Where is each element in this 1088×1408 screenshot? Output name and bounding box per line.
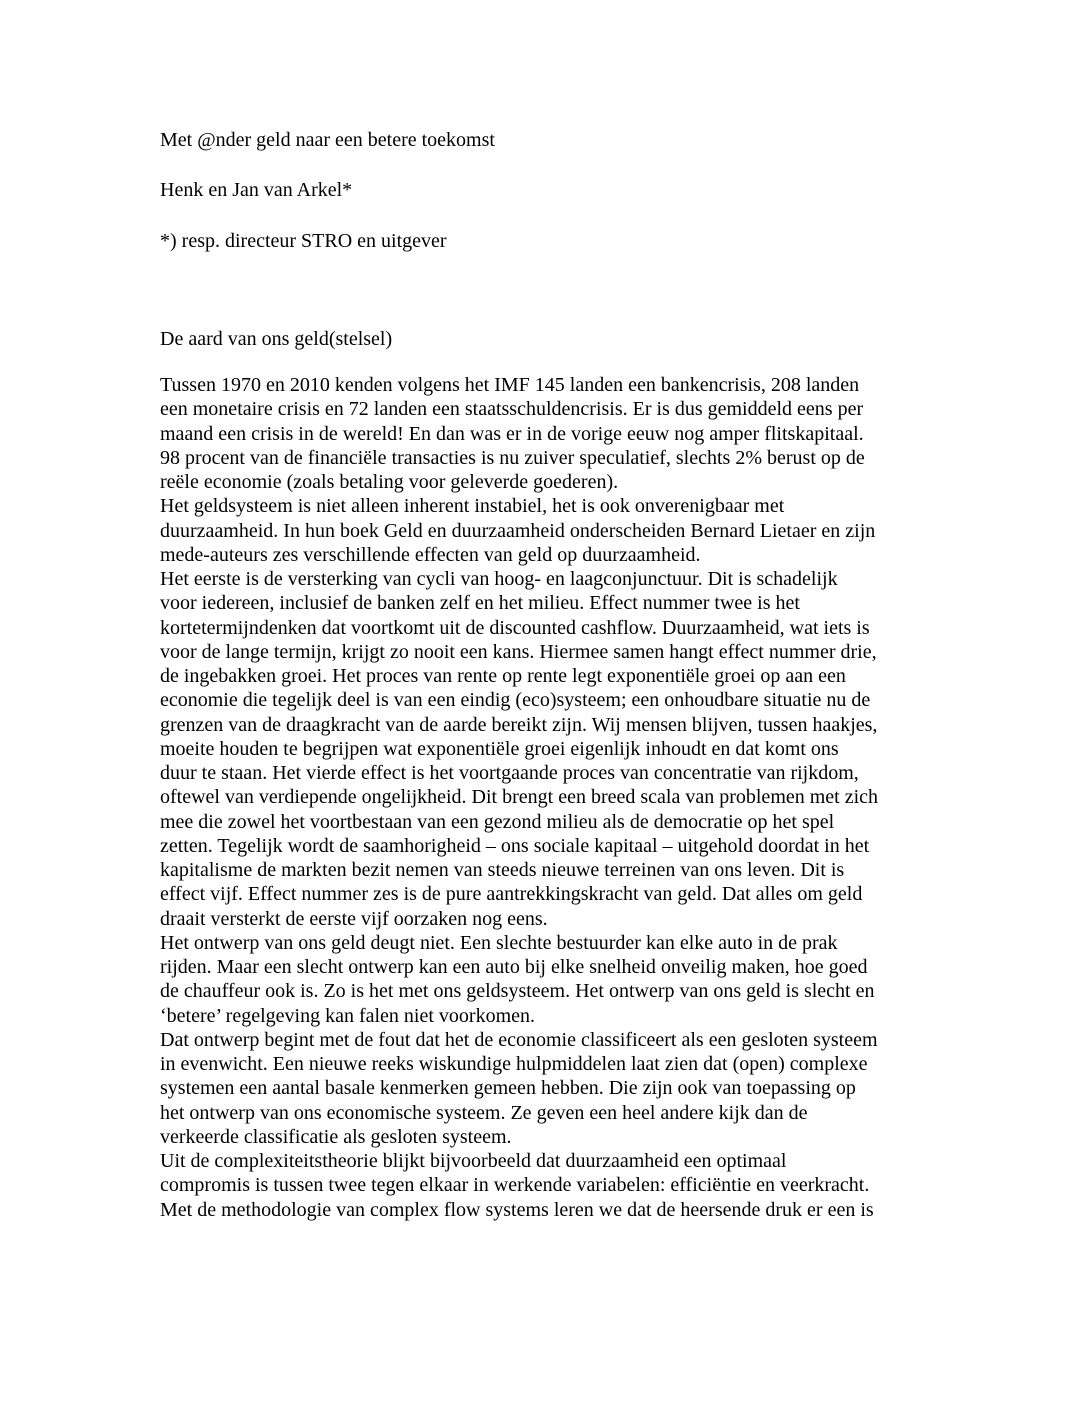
body-line: duurzaamheid. In hun boek Geld en duurzaamheid onderscheiden Bernard Lietaer en zijn xyxy=(160,519,876,542)
body-line: 98 procent van de financiële transacties is nu zuiver speculatief, slechts 2% berust op de xyxy=(160,446,865,469)
body-line: mee die zowel het voortbestaan van een gezond milieu als de democratie op het spel xyxy=(160,810,835,833)
body-line: de ingebakken groei. Het proces van rente op rente legt exponentiële groei op aan een xyxy=(160,665,846,687)
body-line: Met de methodologie van complex flow systems leren we dat de heersende druk er een is xyxy=(160,1198,874,1221)
body-line: Het ontwerp van ons geld deugt niet. Een slechte bestuurder kan elke auto in de prak xyxy=(160,931,838,954)
document-authors: Henk en Jan van Arkel* xyxy=(160,179,353,201)
section-heading: De aard van ons geld(stelsel) xyxy=(160,328,393,350)
body-line: mede-auteurs zes verschillende effecten van geld op duurzaamheid. xyxy=(160,543,701,566)
body-line: voor iedereen, inclusief de banken zelf en het milieu. Effect nummer twee is het xyxy=(160,592,800,615)
body-line: Dat ontwerp begint met de fout dat het de economie classificeert als een gesloten systeem xyxy=(160,1028,878,1051)
body-line: oftewel van verdiepende ongelijkheid. Dit brengt een breed scala van problemen met zich xyxy=(160,786,879,809)
body-line: zetten. Tegelijk wordt de saamhorigheid – ons sociale kapitaal – uitgehold doordat in het xyxy=(160,834,870,857)
body-line: effect vijf. Effect nummer zes is de pure aantrekkingskracht van geld. Dat alles om geld xyxy=(160,883,863,906)
body-line: maand een crisis in de wereld! En dan was er in de vorige eeuw nog amper flitskapitaal. xyxy=(160,422,864,445)
body-line: verkeerde classificatie als gesloten systeem. xyxy=(160,1125,512,1148)
body-line: kapitalisme de markten bezit nemen van steeds nieuwe terreinen van ons leven. Dit is xyxy=(160,859,845,881)
body-line: een monetaire crisis en 72 landen een staatsschuldencrisis. Er is dus gemiddeld eens per xyxy=(160,398,864,421)
body-line: reële economie (zoals betaling voor geleverde goederen). xyxy=(160,471,619,493)
body-line: systemen een aantal basale kenmerken gemeen hebben. Die zijn ook van toepassing op xyxy=(160,1077,856,1100)
body-line: kortetermijndenken dat voortkomt uit de discounted cashflow. Duurzaamheid, wat iets is xyxy=(160,616,870,639)
body-line: compromis is tussen twee tegen elkaar in werkende variabelen: efficiëntie en veerkracht. xyxy=(160,1174,870,1197)
author-footnote: *) resp. directeur STRO en uitgever xyxy=(160,230,447,252)
body-line: Het eerste is de versterking van cycli van hoog- en laagconjunctuur. Dit is schadelijk xyxy=(160,568,838,590)
body-line: economie die tegelijk deel is van een eindig (eco)systeem; een onhoudbare situatie nu de xyxy=(160,689,871,712)
body-text xyxy=(160,373,940,1222)
body-line: moeite houden te begrijpen wat exponentiële groei eigenlijk inhoudt en dat komt ons xyxy=(160,737,839,760)
body-line: Tussen 1970 en 2010 kenden volgens het IMF 145 landen een bankencrisis, 208 landen xyxy=(160,374,860,396)
body-line: Het geldsysteem is niet alleen inherent instabiel, het is ook onverenigbaar met xyxy=(160,495,785,518)
body-line: Uit de complexiteitstheorie blijkt bijvoorbeeld dat duurzaamheid een optimaal xyxy=(160,1150,787,1172)
body-line: draait versterkt de eerste vijf oorzaken nog eens. xyxy=(160,907,548,930)
body-line: het ontwerp van ons economische systeem. Ze geven een heel andere kijk dan de xyxy=(160,1101,808,1124)
document-title: Met @nder geld naar een betere toekomst xyxy=(160,129,495,151)
body-line: duur te staan. Het vierde effect is het voortgaande proces van concentratie van rijkdom, xyxy=(160,762,859,784)
body-line: grenzen van de draagkracht van de aarde bereikt zijn. Wij mensen blijven, tussen haakjes, xyxy=(160,713,878,736)
body-line: voor de lange termijn, krijgt zo nooit een kans. Hiermee samen hangt effect nummer drie, xyxy=(160,640,877,663)
body-line: rijden. Maar een slecht ontwerp kan een auto bij elke snelheid onveilig maken, hoe goed xyxy=(160,956,868,978)
body-line: in evenwicht. Een nieuwe reeks wiskundige hulpmiddelen laat zien dat (open) complexe xyxy=(160,1053,868,1075)
body-line: ‘betere’ regelgeving kan falen niet voorkomen. xyxy=(160,1004,536,1027)
body-line: de chauffeur ook is. Zo is het met ons geldsysteem. Het ontwerp van ons geld is slecht en xyxy=(160,980,875,1003)
